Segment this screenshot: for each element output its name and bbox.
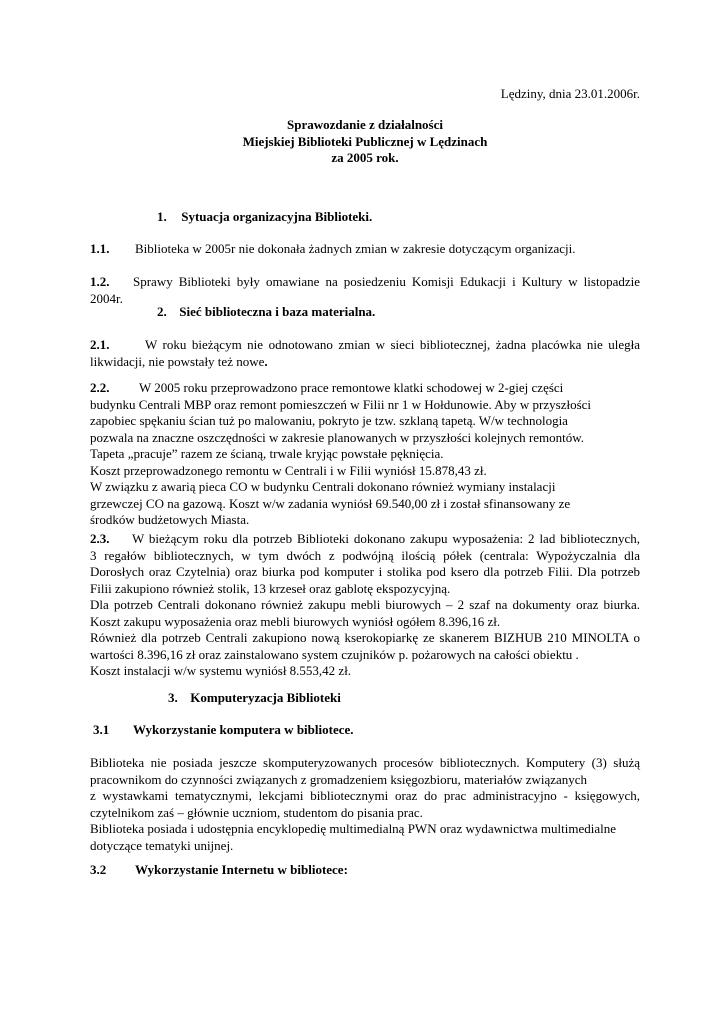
- section-3-title: Komputeryzacja Biblioteki: [190, 690, 341, 705]
- paragraph-3-1: [90, 755, 640, 854]
- section-2-title: Sieć biblioteczna i baza materialna.: [179, 304, 376, 319]
- subsection-3-1-title: Wykorzystanie komputera w bibliotece.: [133, 722, 354, 737]
- paragraph-2-1: [90, 337, 640, 370]
- paragraph-3-1-line-1: Biblioteka nie posiada jeszcze skomputeryzowanych procesów bibliotecznych. Komputery (3) służą: [90, 755, 640, 770]
- section-3-heading: [168, 690, 568, 707]
- date-text: Lędziny, dnia 23.01.2006r.: [500, 86, 640, 101]
- paragraph-3-1-line-2: pracownikom do czynności związanych z gromadzeniem księgozbioru, materiałów związanych: [90, 771, 588, 787]
- paragraph-1-2-line-1: Sprawy Biblioteki były omawiane na posiedzeniu Komisji Edukacji i Kultury w listopadzie: [133, 274, 640, 289]
- paragraph-2-1-line-1: W roku bieżącym nie odnotowano zmian w sieci bibliotecznej, żadna placówka nie uległa: [145, 337, 640, 352]
- paragraph-1-2-line-2: 2004r.: [90, 290, 123, 306]
- subsection-3-2-heading: [90, 862, 590, 879]
- paragraph-1-1-number: 1.1.: [90, 241, 110, 256]
- document-title: [200, 117, 530, 167]
- section-2-heading: [157, 304, 557, 321]
- paragraph-2-2-line-5: Tapeta „pracuje” razem ze ścianą, trwale kryjąc powstałe pęknięcia.: [90, 446, 444, 461]
- paragraph-2-1-line-2: likwidacji, nie powstały też nowe: [90, 353, 265, 369]
- section-1-number: 1.: [157, 209, 167, 224]
- title-line-1: Sprawozdanie z działalności: [286, 117, 443, 132]
- paragraph-2-2-line-8: grzewczej CO na gazową. Koszt w/w zadania wyniósł 69.540,00 zł i został sfinansowany ze: [90, 495, 571, 511]
- subsection-3-2-number: 3.2: [90, 862, 107, 877]
- paragraph-2-1-end: .: [264, 353, 268, 369]
- paragraph-2-2-line-7: W związku z awarią pieca CO w budynku Centrali dokonano również wymiany instalacji: [90, 479, 556, 494]
- paragraph-2-2-line-4: pozwala na znaczne oszczędności w zakresie planowanych w przyszłości kolejnych remontów.: [90, 429, 585, 445]
- paragraph-1-2-number: 1.2.: [90, 274, 110, 289]
- paragraph-3-1-line-4: czytelnikom zaś – głównie uczniom, studentom do pisania prac.: [90, 804, 423, 820]
- section-3-number: 3.: [168, 690, 178, 705]
- paragraph-2-2-line-6: Koszt przeprowadzonego remontu w Centrali i w Filii wyniósł 15.878,43 zł.: [90, 462, 487, 478]
- paragraph-1-1: [90, 241, 640, 258]
- title-line-2: Miejskiej Biblioteki Publicznej w Lędzinach: [242, 133, 488, 149]
- paragraph-2-3-line-7: Również dla potrzeb Centrali zakupiono nową kserokopiarkę ze skanerem BIZHUB 210 MINOLTA o: [90, 630, 640, 645]
- subsection-3-2-title: Wykorzystanie Internetu w bibliotece:: [135, 862, 348, 877]
- paragraph-2-3-line-2: 3 regałów bibliotecznych, w tym dwóch z podwójną ilością półek (centrala: Wypożyczalnia dla: [90, 547, 640, 563]
- paragraph-2-2-line-9: środków budżetowych Miasta.: [90, 512, 250, 527]
- paragraph-3-1-line-5: Biblioteka posiada i udostępnia encyklopedię multimedialną PWN oraz wydawnictwa multimedialne: [90, 821, 616, 836]
- paragraph-2-3-line-6: Koszt zakupu wyposażenia oraz mebli biurowych wyniósł ogółem 8.396,16 zł.: [90, 613, 501, 629]
- paragraph-2-3: [90, 531, 640, 680]
- subsection-3-1-heading: [93, 722, 593, 739]
- paragraph-2-2-line-3: zapobiec spękaniu ścian tuż po malowaniu, pokryto je tzw. szklaną tapetą. W/w technologia: [90, 413, 568, 428]
- section-1-title: Sytuacja organizacyjna Biblioteki.: [181, 209, 373, 224]
- paragraph-2-2-line-1: W 2005 roku przeprowadzono prace remontowe klatki schodowej w 2-giej części: [139, 380, 564, 395]
- date-line: [470, 86, 640, 103]
- paragraph-3-1-line-3: z wystawkami tematycznymi, lekcjami bibliotecznymi oraz do prac administracyjno - księgowych,: [90, 788, 640, 803]
- title-line-3: za 2005 rok.: [331, 150, 399, 165]
- paragraph-2-3-line-1: W bieżącym roku dla potrzeb Biblioteki dokonano zakupu wyposażenia: 2 lad bibliotecznych,: [132, 531, 640, 546]
- paragraph-1-2: [90, 274, 640, 307]
- subsection-3-1-number: 3.1: [93, 722, 110, 737]
- section-1-heading: [157, 209, 557, 226]
- paragraph-1-1-text: Biblioteka w 2005r nie dokonała żadnych zmian w zakresie dotyczącym organizacji.: [135, 241, 576, 256]
- paragraph-2-3-line-5: Dla potrzeb Centrali dokonano również zakupu mebli biurowych – 2 szaf na dokumenty oraz biurka.: [90, 597, 640, 612]
- paragraph-2-1-number: 2.1.: [90, 337, 110, 352]
- paragraph-2-3-number: 2.3.: [90, 531, 110, 546]
- paragraph-2-3-line-4: Filii zakupiono również stolik, 13 krzeseł oraz gablotę ekspozycyjną.: [90, 580, 451, 596]
- paragraph-2-2-line-2: budynku Centrali MBP oraz remont pomieszczeń w Filii nr 1 w Hołdunowie. Aby w przyszłości: [90, 396, 592, 412]
- paragraph-2-2-number: 2.2.: [90, 380, 110, 395]
- paragraph-2-3-line-8: wartości 8.396,16 zł oraz zainstalowano system czujników p. pożarowych na całości obiektu .: [90, 646, 579, 662]
- paragraph-2-2: [90, 380, 640, 529]
- section-2-number: 2.: [157, 304, 167, 319]
- paragraph-2-3-line-3: Dorosłych oraz Czytelnia) oraz biurka pod komputer i stolika pod ksero dla potrzeb Filii. Dla potrzeb: [90, 564, 640, 579]
- paragraph-2-3-line-9: Koszt instalacji w/w systemu wyniósł 8.553,42 zł.: [90, 663, 352, 678]
- paragraph-3-1-line-6: dotyczące tematyki unijnej.: [90, 837, 234, 853]
